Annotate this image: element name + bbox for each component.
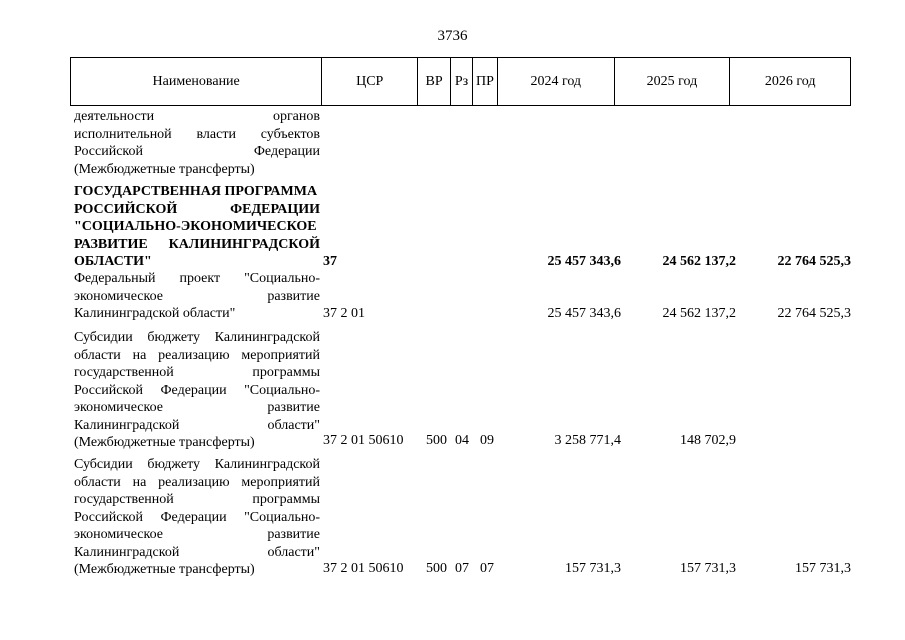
table-header xyxy=(70,57,851,106)
row-csr: 37 2 01 xyxy=(323,306,365,321)
row-name xyxy=(74,108,320,178)
row-pr: 09 xyxy=(480,433,494,448)
name-line: Субсидии бюджету Калининградской xyxy=(74,330,320,345)
name-line: экономическое развитие xyxy=(74,400,320,415)
row-2025: 148 702,9 xyxy=(680,433,736,448)
header-vr: ВР xyxy=(418,58,451,105)
row-pr: 07 xyxy=(480,561,494,576)
header-rz: Рз xyxy=(451,58,473,105)
row-2026: 22 764 525,3 xyxy=(777,306,851,321)
name-line: (Межбюджетные трансферты) xyxy=(74,562,255,577)
header-pr: ПР xyxy=(473,58,498,105)
name-line: экономическое развитие xyxy=(74,288,320,304)
page-number: 3736 xyxy=(437,28,468,44)
header-2025: 2025 год xyxy=(615,58,731,105)
name-line: Федеральный проект "Социально- xyxy=(74,271,320,286)
name-line: Российской Федерации "Социально- xyxy=(74,509,320,525)
name-line: государственной программы xyxy=(74,492,320,507)
row-rz: 04 xyxy=(455,433,469,448)
name-line: Российской Федерации "Социально- xyxy=(74,382,320,398)
row-csr: 37 2 01 50610 xyxy=(323,561,404,576)
name-line: ГОСУДАРСТВЕННАЯ ПРОГРАММА xyxy=(74,184,318,199)
row-name xyxy=(74,270,320,323)
name-line: Российской Федерации xyxy=(74,144,320,159)
name-line: ОБЛАСТИ" xyxy=(74,254,152,269)
name-line: РОССИЙСКОЙ ФЕДЕРАЦИИ xyxy=(74,201,320,217)
name-line: Калининградской области" xyxy=(74,417,320,433)
header-csr: ЦСР xyxy=(322,58,418,105)
row-vr: 500 xyxy=(426,561,447,576)
row-2025: 24 562 137,2 xyxy=(662,254,736,269)
row-2024: 157 731,3 xyxy=(565,561,621,576)
row-2024: 25 457 343,6 xyxy=(547,306,621,321)
name-line: (Межбюджетные трансферты) xyxy=(74,435,255,450)
name-line: исполнительной власти субъектов xyxy=(74,126,320,142)
row-name xyxy=(74,456,320,579)
name-line: деятельности органов xyxy=(74,109,320,124)
row-2025: 157 731,3 xyxy=(680,561,736,576)
name-line: экономическое развитие xyxy=(74,527,320,542)
header-2026: 2026 год xyxy=(764,73,816,89)
row-name xyxy=(74,183,320,271)
name-line: государственной программы xyxy=(74,365,320,380)
row-2024: 25 457 343,6 xyxy=(547,254,621,269)
row-2026: 22 764 525,3 xyxy=(777,254,851,269)
row-name xyxy=(74,329,320,452)
row-2026: 157 731,3 xyxy=(795,561,851,576)
row-2024: 3 258 771,4 xyxy=(554,433,621,448)
name-line: Калининградской области" xyxy=(74,306,236,321)
row-vr: 500 xyxy=(426,433,447,448)
name-line: РАЗВИТИЕ КАЛИНИНГРАДСКОЙ xyxy=(74,236,320,252)
name-line: Калининградской области" xyxy=(74,544,320,560)
name-line: области на реализацию мероприятий xyxy=(74,347,320,363)
name-line: Субсидии бюджету Калининградской xyxy=(74,457,320,472)
header-name: Наименование xyxy=(71,58,322,105)
row-csr: 37 2 01 50610 xyxy=(323,433,404,448)
header-2024: 2024 год xyxy=(498,58,615,105)
name-line: "СОЦИАЛЬНО-ЭКОНОМИЧЕСКОЕ xyxy=(74,219,317,234)
name-line: области на реализацию мероприятий xyxy=(74,474,320,490)
row-2025: 24 562 137,2 xyxy=(662,306,736,321)
row-csr: 37 xyxy=(323,254,337,269)
name-line: (Межбюджетные трансферты) xyxy=(74,161,255,177)
row-rz: 07 xyxy=(455,561,469,576)
